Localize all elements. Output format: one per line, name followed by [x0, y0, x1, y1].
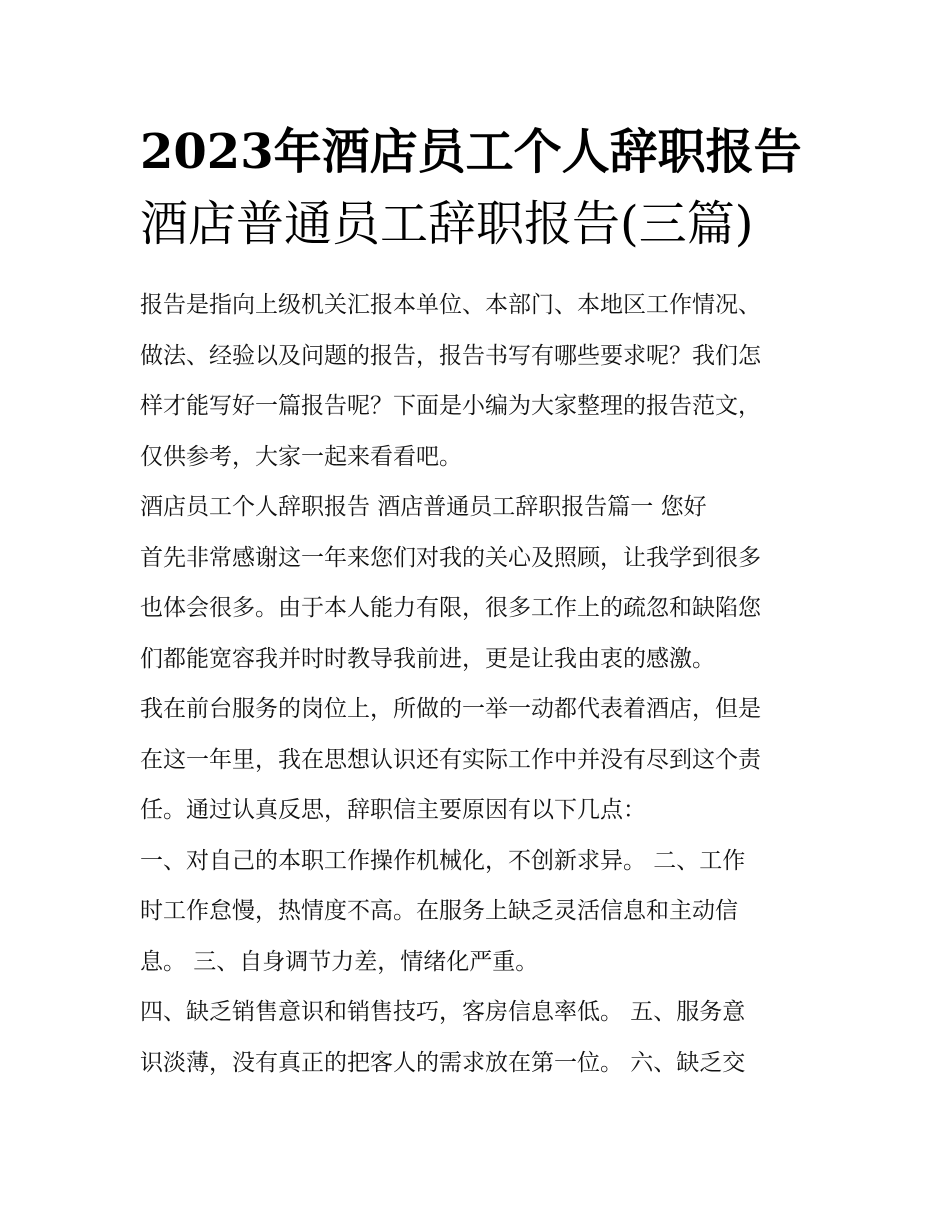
title-line-1: 2023年酒店员工个人辞职报告: [140, 124, 802, 180]
text-line: 我在前台服务的岗位上，所做的一举一动都代表着酒店，但是: [140, 696, 761, 722]
text-line: 一、对自己的本职工作操作机械化，不创新求异。 二、工作: [140, 847, 746, 874]
text-line: 识淡薄，没有真正的把客人的需求放在第一位。 六、缺乏交: [140, 1049, 746, 1076]
text-line: 仅供参考，大家一起来看看吧。: [140, 443, 462, 470]
title-line-2: 酒店普通员工辞职报告(三篇): [140, 196, 754, 252]
text-line: 时工作怠慢，热情度不高。在服务上缺乏灵活信息和主动信: [140, 898, 738, 924]
document-body: [140, 280, 820, 1088]
text-line: 息。 三、自身调节力差，情绪化严重。: [140, 948, 539, 975]
text-line: 也体会很多。由于本人能力有限，很多工作上的疏忽和缺陷您: [140, 595, 761, 621]
text-line: 任。通过认真反思，辞职信主要原因有以下几点：: [140, 797, 646, 823]
text-line: 酒店员工个人辞职报告 酒店普通员工辞职报告篇一 您好: [140, 494, 707, 520]
text-line: 做法、经验以及问题的报告，报告书写有哪些要求呢？我们怎: [140, 342, 761, 369]
document-title: [140, 116, 840, 260]
text-line: 们都能宽容我并时时教导我前进，更是让我由衷的感激。: [140, 645, 715, 672]
text-line: 在这一年里，我在思想认识还有实际工作中并没有尽到这个责: [140, 746, 761, 773]
text-line: 四、缺乏销售意识和销售技巧，客房信息率低。 五、服务意: [140, 999, 746, 1025]
text-line: 样才能写好一篇报告呢？下面是小编为大家整理的报告范文，: [140, 393, 761, 419]
text-line: 首先非常感谢这一年来您们对我的关心及照顾，让我学到很多: [140, 544, 761, 571]
text-line: 报告是指向上级机关汇报本单位、本部门、本地区工作情况、: [140, 292, 761, 318]
